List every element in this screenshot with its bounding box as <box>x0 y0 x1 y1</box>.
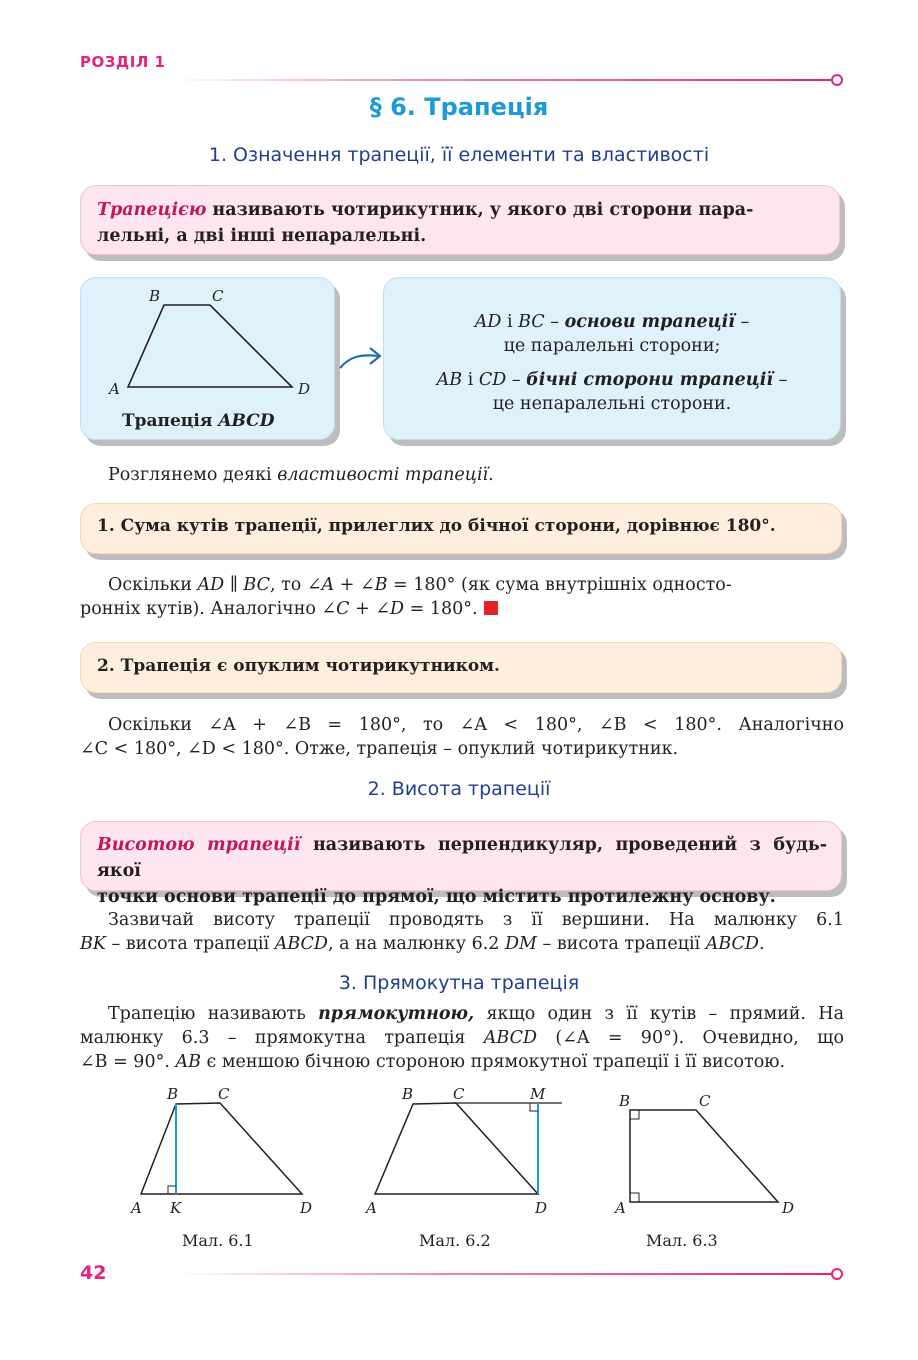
info-ad: AD <box>474 312 502 332</box>
property1-proof-line2 <box>80 597 844 621</box>
info-bases-term: основи трапеції <box>564 312 735 332</box>
page-number: 42 <box>80 1262 107 1284</box>
property1-proof <box>80 573 844 621</box>
rt-term: прямокутною, <box>318 1004 475 1024</box>
fig62-trapezoid <box>375 1103 538 1194</box>
info-cd: CD <box>478 370 507 390</box>
info-and1: і <box>501 312 519 332</box>
p1-a: Оскільки <box>108 575 198 595</box>
p1-c: , то <box>269 575 307 595</box>
rt-e: (∠A = 90°). Очевидно, що <box>537 1028 844 1048</box>
figure-6-1-drawing <box>141 1103 302 1194</box>
p1-e: = 180° (як сума внутрішніх односто- <box>387 575 732 595</box>
rt-c: якщо один з її кутів – прямий. На <box>474 1004 844 1024</box>
rt-ab: AB <box>175 1052 201 1072</box>
rt-line1 <box>80 1002 844 1026</box>
figure-6-3-drawing <box>630 1110 778 1202</box>
height-paragraph-line1: Зазвичай висоту трапеції проводять з її вершини. На малюнку 6.1 <box>108 910 844 930</box>
rt-line3 <box>80 1050 844 1074</box>
label-a: A <box>109 380 120 398</box>
fig61-label-a: A <box>131 1199 142 1217</box>
h-t2: , а на малюнку 6.2 <box>327 934 505 954</box>
rt-f: ∠B = 90°. <box>80 1052 176 1072</box>
h-abcd1: ABCD <box>274 934 328 954</box>
fig61-label-b: B <box>167 1085 179 1103</box>
label-d: D <box>298 380 311 398</box>
p1-h: = 180°. <box>404 599 478 619</box>
info-dash2: – <box>734 312 750 332</box>
info-line1 <box>385 310 839 334</box>
property1-proof-line1 <box>80 573 844 597</box>
fig61-trapezoid <box>141 1103 302 1194</box>
p1-f: ронніх кутів). Аналогічно <box>80 599 322 619</box>
h-dm: DM <box>505 934 537 954</box>
trapezoid-info-text <box>385 310 839 416</box>
intro-text: Розглянемо деякі <box>108 465 278 485</box>
definition-line1 <box>97 197 827 223</box>
fig62-label-c: C <box>453 1085 465 1103</box>
header-rule-circle <box>831 74 843 86</box>
height-def-rest: називають перпендикуляр, проведений з будь-якої <box>97 835 828 881</box>
info-legs-term: бічні сторони трапеції <box>526 370 774 390</box>
info-dash1: – <box>544 312 565 332</box>
fig63-label-d: D <box>782 1199 795 1217</box>
figure-6-2-drawing <box>375 1103 562 1194</box>
height-paragraph <box>80 908 844 956</box>
height-paragraph-line2 <box>80 932 844 956</box>
fig61-caption: Мал. 6.1 <box>182 1231 254 1250</box>
fig62-label-a: A <box>366 1199 377 1217</box>
fig61-right-angle-mark <box>168 1186 176 1194</box>
height-definition-text <box>97 832 827 910</box>
info-line3 <box>385 368 839 392</box>
definition-line1-rest: називають чотирикутник, у якого дві сторони пара- <box>206 200 754 220</box>
h-dot: . <box>758 934 765 954</box>
fig62-caption: Мал. 6.2 <box>419 1231 491 1250</box>
height-definition-line1 <box>97 832 827 884</box>
fig63-trapezoid <box>630 1110 778 1202</box>
fig63-label-c: C <box>699 1092 711 1110</box>
fig63-caption: Мал. 6.3 <box>646 1231 718 1250</box>
info-and2: і <box>462 370 479 390</box>
property2-proof-line2: ∠C < 180°, ∠D < 180°. Отже, трапеція – опуклий чотирикутник. <box>80 739 679 759</box>
rt-a: Трапецію називають <box>108 1004 319 1024</box>
h-t3: – висота трапеції <box>536 934 706 954</box>
properties-intro <box>108 463 494 487</box>
info-ab: AB <box>436 370 463 390</box>
footer-rule <box>175 1273 832 1275</box>
footer-rule-circle <box>831 1268 843 1280</box>
fig61-label-d: D <box>300 1199 313 1217</box>
header-rule <box>170 79 832 81</box>
trapezoid-shape <box>128 305 292 387</box>
right-trapezoid-paragraph <box>80 1002 844 1074</box>
p1-b: AD ∥ BC <box>197 575 270 595</box>
property1-statement: 1. Сума кутів трапеції, прилеглих до бічної сторони, дорівнює 180°. <box>97 516 776 536</box>
rt-g: є меншою бічною стороною прямокутної трапеції і її висотою. <box>200 1052 786 1072</box>
definition-text <box>97 197 827 249</box>
fig61-label-c: C <box>218 1085 230 1103</box>
rt-line2 <box>80 1026 844 1050</box>
fig62-right-angle-mark <box>530 1103 538 1111</box>
h-abcd2: ABCD <box>705 934 759 954</box>
info-dash3: – <box>506 370 527 390</box>
property2-proof <box>80 713 844 761</box>
p1-g: ∠C + ∠D <box>321 599 405 619</box>
info-bc: BC <box>518 312 545 332</box>
trapezoid-caption <box>122 411 274 431</box>
label-b: B <box>149 287 161 305</box>
height-term: Висотою трапеції <box>97 835 301 855</box>
fig62-label-m: M <box>530 1085 546 1103</box>
rt-d: малюнку 6.3 – прямокутна трапеція <box>80 1028 484 1048</box>
fig61-label-k: K <box>170 1199 182 1217</box>
caption-name: ABCD <box>218 411 275 431</box>
h-t1: – висота трапеції <box>105 934 275 954</box>
section2-heading: 2. Висота трапеції <box>367 778 551 800</box>
info-dash4: – <box>773 370 788 390</box>
property2-proof-line1: Оскільки ∠A + ∠B = 180°, то ∠A < 180°, ∠B < 180°. Аналогічно <box>108 715 844 735</box>
definition-line2: лельні, а дві інші непаралельні. <box>97 226 427 246</box>
fig63-right-angle-a <box>630 1193 639 1202</box>
fig63-label-a: A <box>615 1199 626 1217</box>
section3-heading: 3. Прямокутна трапеція <box>338 972 580 994</box>
fig63-right-angle-b <box>630 1110 639 1119</box>
property2-statement: 2. Трапеція є опуклим чотирикутником. <box>97 656 500 676</box>
section-label: РОЗДІЛ 1 <box>80 53 166 71</box>
intro-italic: властивості трапеції. <box>277 465 494 485</box>
arrow-icon <box>336 342 386 374</box>
fig62-label-b: B <box>402 1085 414 1103</box>
p1-d: ∠A + ∠B <box>306 575 388 595</box>
caption-prefix: Трапеція <box>122 411 219 431</box>
definition-term: Трапецією <box>97 200 207 220</box>
info-line2: це паралельні сторони; <box>503 336 721 356</box>
info-line4: це непаралельні сторони. <box>492 394 732 414</box>
page-title: § 6. Трапеція <box>369 93 549 121</box>
fig63-label-b: B <box>619 1092 631 1110</box>
rt-abcd: ABCD <box>483 1028 538 1048</box>
fig62-label-d: D <box>535 1199 548 1217</box>
h-bk: BK <box>80 934 106 954</box>
height-definition-line2: точки основи трапеції до прямої, що містить протилежну основу. <box>97 887 776 907</box>
label-c: C <box>212 287 224 305</box>
section1-heading: 1. Означення трапеції, її елементи та властивості <box>208 144 710 166</box>
end-of-proof-icon <box>484 601 498 615</box>
